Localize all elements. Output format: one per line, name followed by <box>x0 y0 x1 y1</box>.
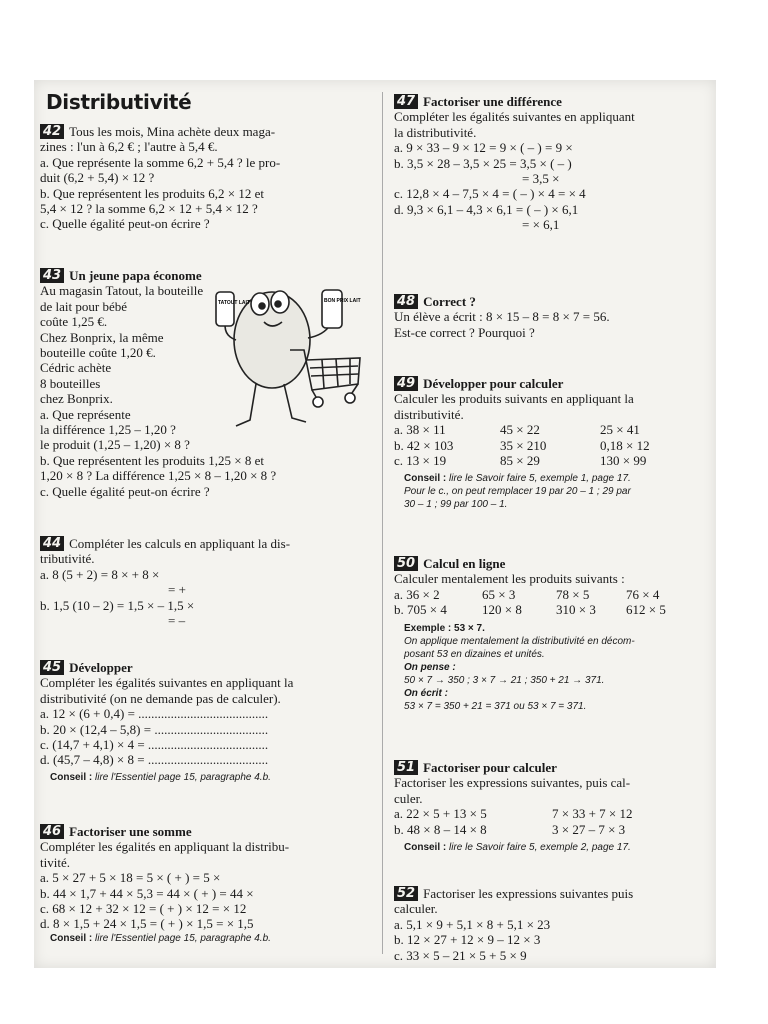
exercise-text: 1,20 × 8 ? La différence 1,25 × 8 – 1,20 × 8 ? <box>40 468 277 484</box>
exercise-item: d. 8 × 1,5 + 24 × 1,5 = ( + ) × 1,5 = × 1,5 <box>40 916 254 932</box>
exercise-text: Cédric achète <box>40 360 112 376</box>
grid-cell: 25 × 41 <box>600 422 640 438</box>
bottle-label-bonprix: BON PRIX LAIT <box>324 298 361 304</box>
tip-label: Conseil : <box>404 842 447 854</box>
exercise-text: Factoriser les expressions suivantes puis <box>423 886 634 901</box>
exercise-48 <box>394 294 712 340</box>
exercise-text: = + <box>168 582 186 598</box>
exercise-title: Un jeune papa économe <box>69 268 202 283</box>
exercise-grid <box>394 422 712 468</box>
grid-cell: b. 48 × 8 – 14 × 8 <box>394 821 487 837</box>
exercise-text: bouteille coûte 1,20 €. <box>40 345 156 361</box>
exercise-number: 43 <box>40 268 64 283</box>
exercise-text: zines : l'un à 6,2 € ; l'autre à 5,4 €. <box>40 139 218 155</box>
grid-cell: 310 × 3 <box>556 602 596 618</box>
tip <box>394 841 712 854</box>
exercise-title: Factoriser une différence <box>423 94 562 109</box>
textbook-page <box>34 80 716 968</box>
tip-text: lire le Savoir faire 5, exemple 1, page 17. <box>446 473 631 485</box>
exercise-number: 45 <box>40 660 64 675</box>
exercise-text: le produit (1,25 – 1,20) × 8 ? <box>40 437 190 453</box>
exercise-item: c. (14,7 + 4,1) × 4 = ..................................... <box>40 737 269 753</box>
exercise-49 <box>394 376 712 511</box>
grid-cell: 612 × 5 <box>626 602 666 618</box>
grid-cell: a. 38 × 11 <box>394 422 446 438</box>
exercise-number: 44 <box>40 536 64 551</box>
exercise-text: a. Que représente la somme 6,2 + 5,4 ? le pro- <box>40 154 281 170</box>
exercise-item: d. (45,7 – 4,8) × 8 = ..................................... <box>40 752 269 768</box>
grid-cell: 45 × 22 <box>500 422 540 438</box>
grid-cell: 7 × 33 + 7 × 12 <box>552 806 633 822</box>
exercise-number: 42 <box>40 124 64 139</box>
tip-text: lire l'Essentiel page 15, paragraphe 4.b. <box>92 771 271 783</box>
exercise-item: b. 3,5 × 28 – 3,5 × 25 = 3,5 × ( – ) <box>394 155 572 171</box>
example-line: 53 × 7 = 350 + 21 = 371 ou 53 × 7 = 371. <box>404 700 587 712</box>
column-divider <box>382 92 383 954</box>
exercise-text: b. 1,5 (10 – 2) = 1,5 × – 1,5 × <box>40 597 195 613</box>
exercise-number: 47 <box>394 94 418 109</box>
exercise-title: Calcul en ligne <box>423 556 506 571</box>
grid-cell: 76 × 4 <box>626 586 660 602</box>
exercise-46 <box>40 824 362 945</box>
exercise-number: 51 <box>394 760 418 775</box>
tip <box>40 771 362 784</box>
exercise-52 <box>394 886 712 963</box>
exercise-text: la distributivité. <box>394 124 477 140</box>
exercise-item: c. 68 × 12 + 32 × 12 = ( + ) × 12 = × 12 <box>40 901 247 917</box>
example-line: On pense : <box>404 661 456 673</box>
exercise-text: 8 bouteilles <box>40 375 101 391</box>
exercise-item: c. 12,8 × 4 – 7,5 × 4 = ( – ) × 4 = × 4 <box>394 186 586 202</box>
exercise-text: Compléter les égalités en appliquant la distribu- <box>40 839 290 855</box>
tip-label: Conseil : <box>50 771 93 783</box>
exercise-text: c. Quelle égalité peut-on écrire ? <box>40 483 210 499</box>
exercise-grid <box>394 806 712 837</box>
exercise-47 <box>394 94 712 233</box>
exercise-text: distributivité (on ne demande pas de calculer). <box>40 690 281 706</box>
tip <box>40 932 362 945</box>
exercise-text: Calculer les produits suivants en appliquant la <box>394 391 634 407</box>
exercise-text: Compléter les calculs en appliquant la dis- <box>69 536 291 551</box>
exercise-text: de lait pour bébé <box>40 298 127 314</box>
exercise-text: c. Quelle égalité peut-on écrire ? <box>40 216 210 232</box>
exercise-text: b. Que représentent les produits 6,2 × 12 et <box>40 185 264 201</box>
exercise-text: Un élève a écrit : 8 × 15 – 8 = 8 × 7 = 56. <box>394 309 610 325</box>
exercise-text: calculer. <box>394 901 438 917</box>
exercise-text: la différence 1,25 – 1,20 ? <box>40 422 176 438</box>
exercise-text: Compléter les égalités suivantes en appliquant <box>394 109 635 125</box>
exercise-45 <box>40 660 362 784</box>
exercise-text: chez Bonprix. <box>40 391 113 407</box>
exercise-item: a. 5,1 × 9 + 5,1 × 8 + 5,1 × 23 <box>394 916 551 932</box>
tip-text: lire le Savoir faire 5, exemple 2, page 17. <box>446 842 631 854</box>
exercise-text: duit (6,2 + 5,4) × 12 ? <box>40 170 155 186</box>
exercise-item: a. 12 × (6 + 0,4) = ........................................ <box>40 706 269 722</box>
exercise-text: Calculer mentalement les produits suivants : <box>394 571 625 587</box>
tip-text: 30 – 1 ; 99 par 100 – 1. <box>404 499 508 511</box>
milk-bottle-cartoon <box>212 280 362 450</box>
grid-cell: b. 42 × 103 <box>394 437 454 453</box>
grid-cell: a. 22 × 5 + 13 × 5 <box>394 806 487 822</box>
exercise-item: = 3,5 × <box>522 171 560 187</box>
exercise-item: a. 9 × 33 – 9 × 12 = 9 × ( – ) = 9 × <box>394 140 573 156</box>
exercise-title: Factoriser une somme <box>69 824 192 839</box>
exercise-title: Factoriser pour calculer <box>423 760 557 775</box>
grid-cell: c. 13 × 19 <box>394 453 447 469</box>
page-title: Distributivité <box>46 90 192 114</box>
exercise-42 <box>40 124 362 232</box>
exercise-text: distributivité. <box>394 406 464 422</box>
exercise-number: 46 <box>40 824 64 839</box>
tip-label: Conseil : <box>404 473 447 485</box>
exercise-text: tributivité. <box>40 551 95 567</box>
worked-example <box>394 622 712 713</box>
exercise-text: Au magasin Tatout, la bouteille <box>40 283 204 299</box>
tip-text: lire l'Essentiel page 15, paragraphe 4.b. <box>92 932 271 944</box>
exercise-text: b. Que représentent les produits 1,25 × 8 et <box>40 452 264 468</box>
exercise-44 <box>40 536 362 628</box>
example-line: Exemple : 53 × 7. <box>404 622 485 634</box>
exercise-51 <box>394 760 712 854</box>
exercise-number: 48 <box>394 294 418 309</box>
exercise-text: culer. <box>394 790 423 806</box>
grid-cell: a. 36 × 2 <box>394 586 440 602</box>
example-line: 50 × 7 → 350 ; 3 × 7 → 21 ; 350 + 21 → 371. <box>404 674 605 686</box>
tip <box>394 472 712 485</box>
exercise-text: Compléter les égalités suivantes en appliquant la <box>40 675 294 691</box>
exercise-item: b. 44 × 1,7 + 44 × 5,3 = 44 × ( + ) = 44 × <box>40 885 254 901</box>
grid-cell: b. 705 × 4 <box>394 602 447 618</box>
example-line: On écrit : <box>404 687 448 699</box>
exercise-item: b. 20 × (12,4 – 5,8) = ................................... <box>40 721 269 737</box>
example-line: On applique mentalement la distributivité en décom- <box>404 635 635 647</box>
grid-cell: 78 × 5 <box>556 586 590 602</box>
grid-cell: 65 × 3 <box>482 586 516 602</box>
exercise-text: Chez Bonprix, la même <box>40 329 164 345</box>
grid-cell: 85 × 29 <box>500 453 540 469</box>
exercise-text: = – <box>168 613 186 629</box>
exercise-text: 5,4 × 12 ? la somme 6,2 × 12 + 5,4 × 12 ? <box>40 201 258 217</box>
exercise-text: a. Que représente <box>40 406 131 422</box>
exercise-text: Est-ce correct ? Pourquoi ? <box>394 324 535 340</box>
exercise-item: a. 5 × 27 + 5 × 18 = 5 × ( + ) = 5 × <box>40 870 221 886</box>
exercise-50 <box>394 556 712 713</box>
exercise-number: 49 <box>394 376 418 391</box>
tip-text: Pour le c., on peut remplacer 19 par 20 – 1 ; 29 par <box>404 486 631 498</box>
exercise-number: 52 <box>394 886 418 901</box>
bottle-label-tatout: TATOUT LAIT <box>218 300 250 306</box>
exercise-text: Factoriser les expressions suivantes, puis cal- <box>394 775 631 791</box>
exercise-number: 50 <box>394 556 418 571</box>
grid-cell: 3 × 27 – 7 × 3 <box>552 821 626 837</box>
grid-cell: 130 × 99 <box>600 453 647 469</box>
tip-label: Conseil : <box>50 932 93 944</box>
exercise-title: Développer <box>69 660 133 675</box>
grid-cell: 0,18 × 12 <box>600 437 650 453</box>
exercise-grid <box>394 587 712 618</box>
exercise-text: coûte 1,25 €. <box>40 314 108 330</box>
grid-cell: 35 × 210 <box>500 437 547 453</box>
exercise-text: Tous les mois, Mina achète deux maga- <box>69 124 276 139</box>
grid-cell: 120 × 8 <box>482 602 522 618</box>
exercise-title: Développer pour calculer <box>423 376 564 391</box>
exercise-item: c. 33 × 5 – 21 × 5 + 5 × 9 <box>394 947 527 963</box>
exercise-title: Correct ? <box>423 294 476 309</box>
exercise-item: = × 6,1 <box>522 217 560 233</box>
exercise-item: d. 9,3 × 6,1 – 4,3 × 6,1 = ( – ) × 6,1 <box>394 201 579 217</box>
exercise-text: tivité. <box>40 854 70 870</box>
exercise-text: a. 8 (5 + 2) = 8 × + 8 × <box>40 566 160 582</box>
example-line: posant 53 en dizaines et unités. <box>404 648 545 660</box>
exercise-item: b. 12 × 27 + 12 × 9 – 12 × 3 <box>394 932 541 948</box>
